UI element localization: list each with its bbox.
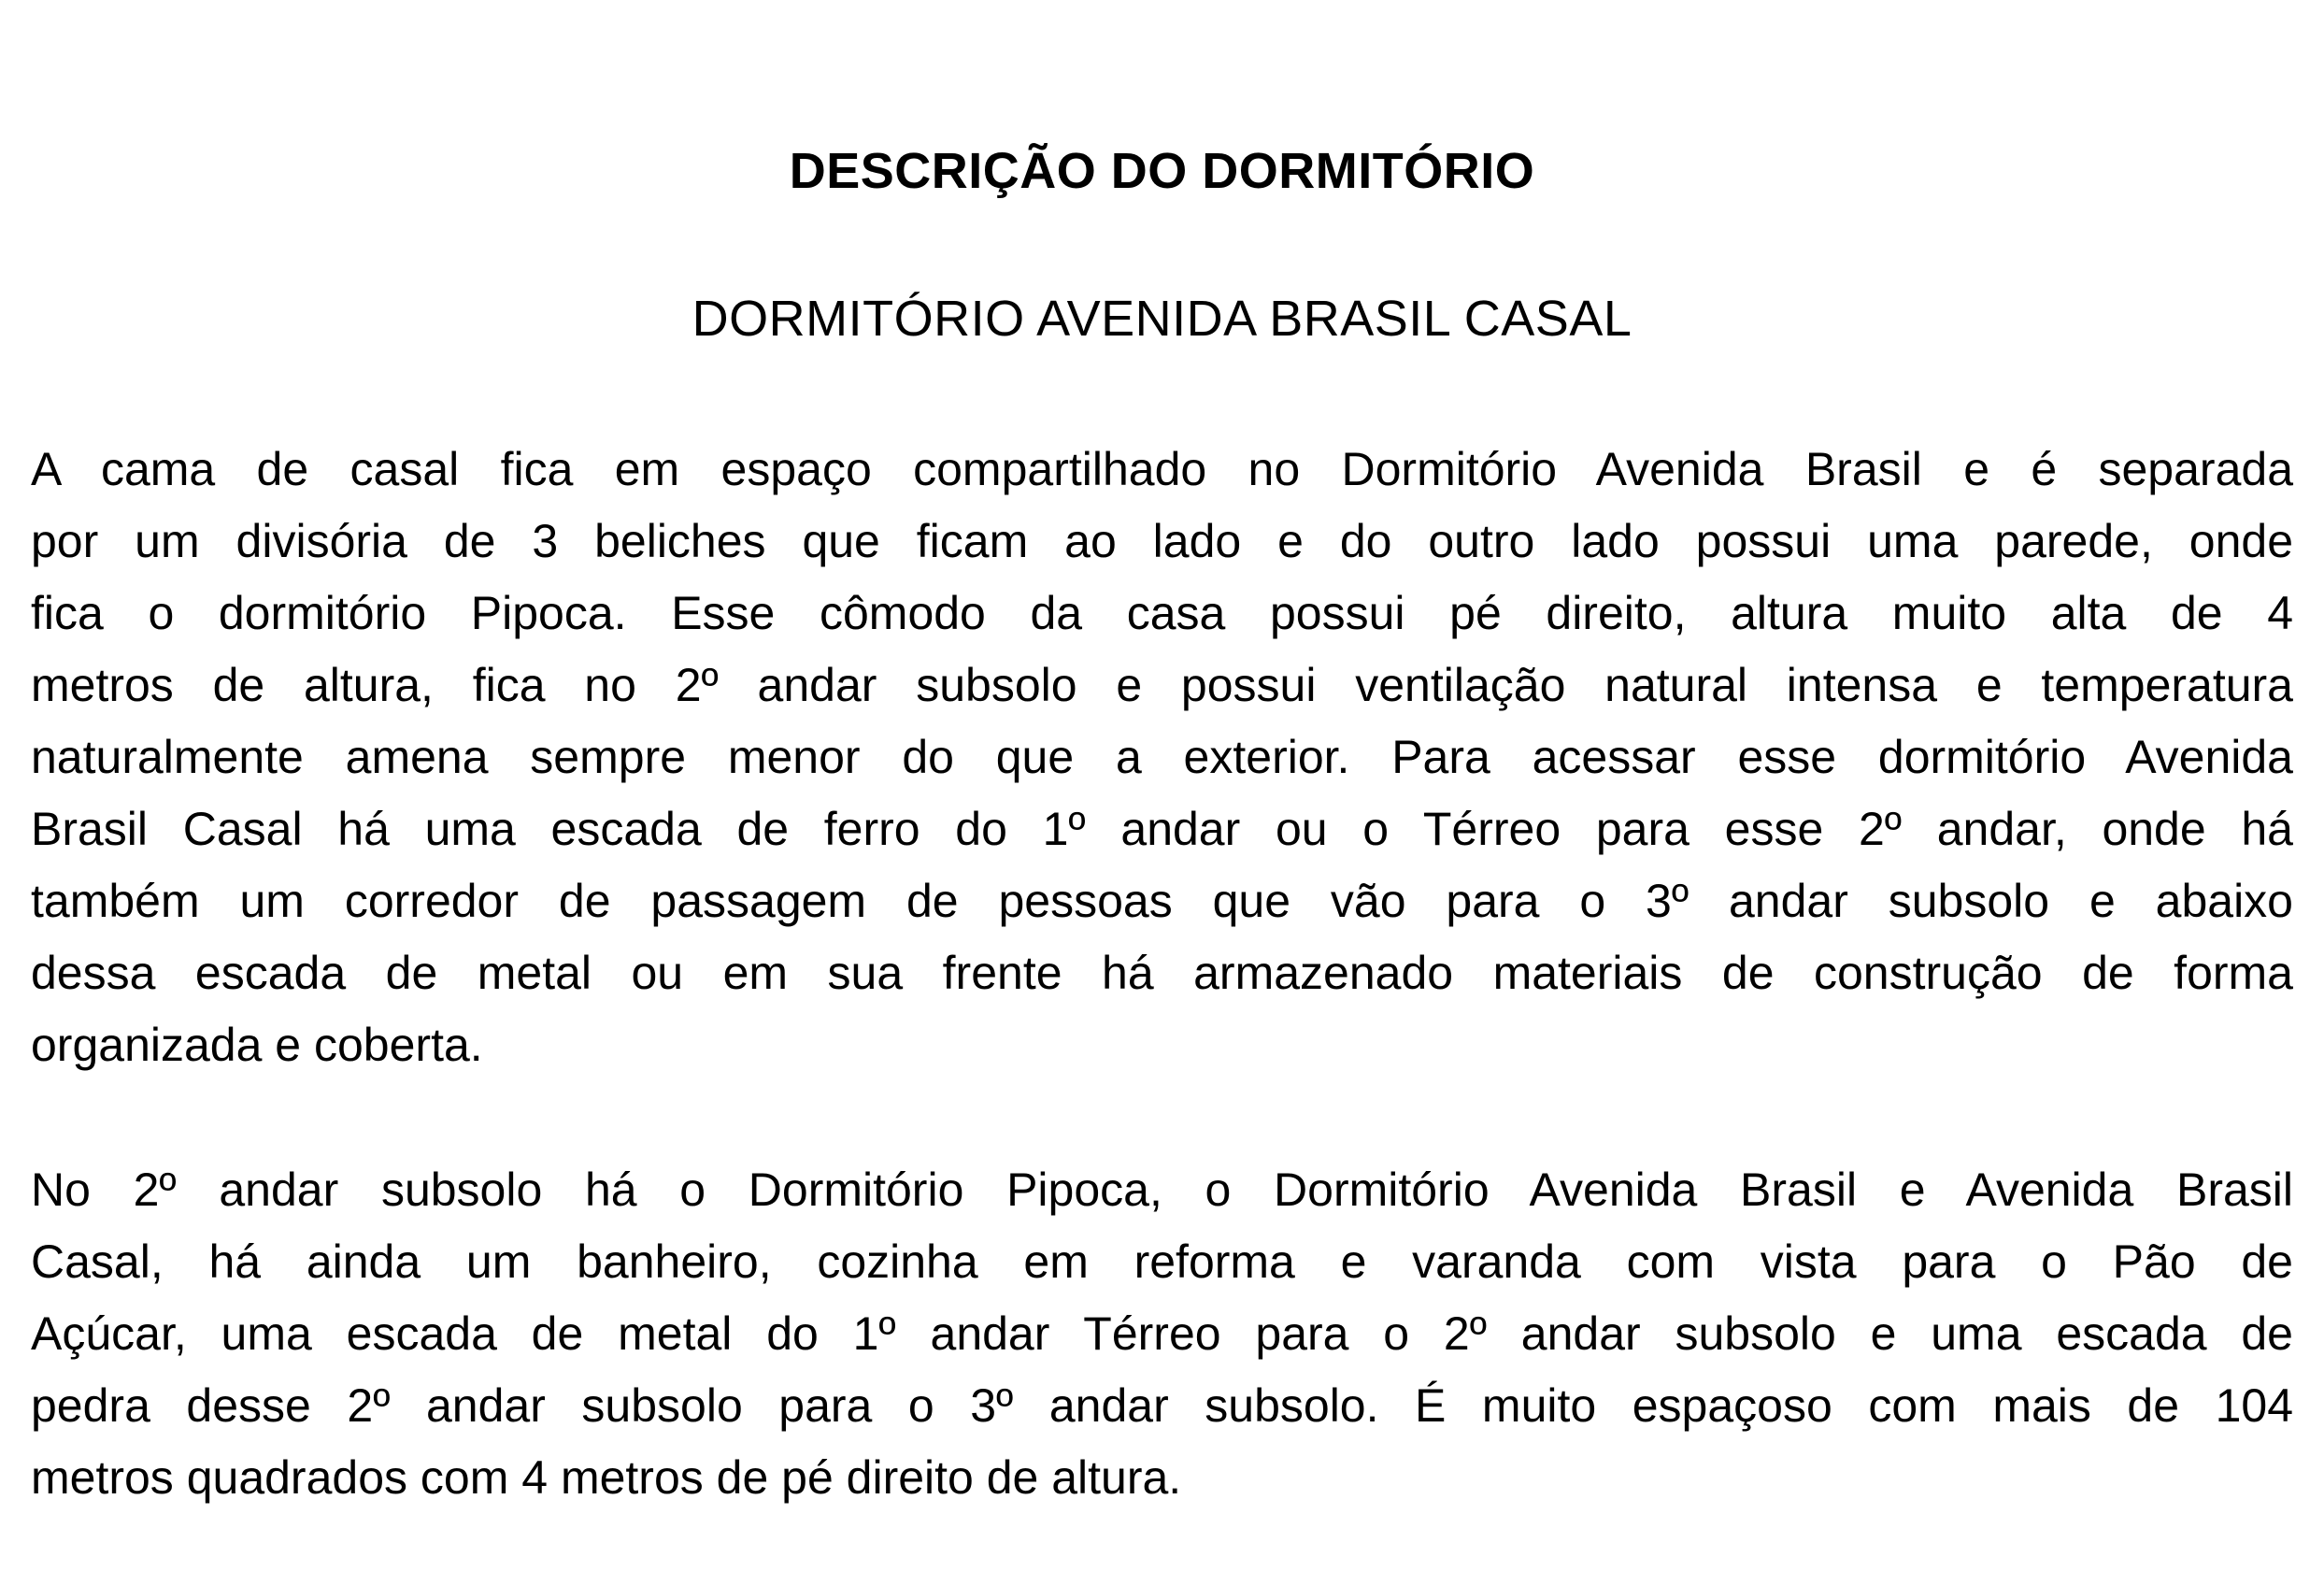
paragraph-line: também um corredor de passagem de pessoas que vão para o 3º andar subsolo e abaixo [31,875,2293,927]
document-title: DESCRIÇÃO DO DORMITÓRIO [789,143,1535,199]
paragraph-line: metros de altura, fica no 2º andar subsolo e possui ventilação natural intensa e temperatura [31,659,2293,711]
paragraph-line: naturalmente amena sempre menor do que a exterior. Para acessar esse dormitório Avenida [31,731,2293,783]
paragraph-line: por um divisória de 3 beliches que ficam ao lado e do outro lado possui uma parede, onde [31,515,2293,567]
paragraph-line: dessa escada de metal ou em sua frente há armazenado materiais de construção de forma [31,947,2293,999]
paragraph-line: Açúcar, uma escada de metal do 1º andar Térreo para o 2º andar subsolo e uma escada de [31,1307,2293,1360]
paragraph-line: metros quadrados com 4 metros de pé direito de altura. [31,1451,1182,1504]
paragraph-line: A cama de casal fica em espaço compartilhado no Dormitório Avenida Brasil e é separada [31,443,2293,495]
paragraph-line: No 2º andar subsolo há o Dormitório Pipoca, o Dormitório Avenida Brasil e Avenida Brasil [31,1164,2293,1216]
paragraph-1 [31,434,2293,1081]
paragraph-line: organizada e coberta. [31,1019,483,1071]
paragraph-line: fica o dormitório Pipoca. Esse cômodo da casa possui pé direito, altura muito alta de 4 [31,587,2293,639]
paragraph-2 [31,1154,2293,1514]
document-subtitle: DORMITÓRIO AVENIDA BRASIL CASAL [691,291,1633,347]
paragraph-line: Brasil Casal há uma escada de ferro do 1º andar ou o Térreo para esse 2º andar, onde há [31,803,2293,855]
paragraph-line: Casal, há ainda um banheiro, cozinha em reforma e varanda com vista para o Pão de [31,1235,2293,1288]
paragraph-line: pedra desse 2º andar subsolo para o 3º andar subsolo. É muito espaçoso com mais de 104 [31,1379,2293,1432]
